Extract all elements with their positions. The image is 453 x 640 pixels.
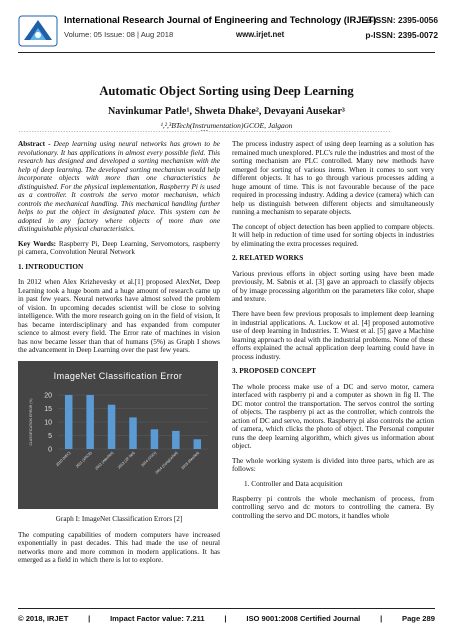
list-item-controller: 1. Controller and Data acquisition [244, 480, 343, 489]
graph-caption: Graph I: ImageNet Classification Errors [2] [55, 515, 183, 524]
left-column [18, 140, 220, 571]
chart-x-tick-label: 2013 (ZF Net) [117, 450, 136, 470]
intro-paragraph-2: The computing capabilities of modern computers have increased exponentially in past decades. This had made the use of neural networks more and more common in modern applications. It has emerged as a field in which there is lot to explore. [18, 530, 220, 565]
chart-y-tick-label: 0 [48, 446, 52, 454]
footer-impact-factor: Impact Factor value: 7.211 [110, 614, 205, 623]
right-paragraph-3: Various previous efforts in object sorting using have been made previously, M. Sabnis et al. [3] gave an approach to classify objects of by image processing algorithm on the parameters like color, shape and texture. [232, 269, 434, 304]
related-works-heading: 2. RELATED WORKS [232, 254, 304, 263]
keywords-label: Key Words: [18, 239, 57, 248]
abstract-text: Deep learning using neural networks has grown to be revolutionary. It has applications in almost every possible field. This research has designed and developed a sorting mechanism with the help of deep learning. The developed sorting mechanism would help incorporate objects with more than one characteristics be distinguished. For the physical implementation, Raspberry Pi is used as a controller. It controls the servo motor mechanism, which controls the mechanical handling. This mechanical handling further helps to put the object in designated place. This system can be adopted in any factory where objects of more than one distinguishable physical characteristics. [18, 140, 220, 233]
chart-y-tick-label: 5 [48, 433, 52, 441]
chart-svg [18, 361, 218, 509]
right-paragraph-5: The whole process make use of a DC and servo motor, camera interfaced with raspberry pi and a computer as shown in fig II. The DC motor control the transportation. The servos control the sorting of objects. The raspberry pi act as the controller, which controls the action of DC and servo, motors. Raspberry pi also controls the action of camera, which clicks the photo of object. The Personal computer runs the deep learning algorithm, which gives us information about object. [232, 382, 434, 451]
chart-y-tick-label: 20 [44, 392, 52, 400]
paper-title: Automatic Object Sorting using Deep Learning [99, 84, 354, 98]
paper-affiliation: ¹,²,³BTech(Instrumentation)GCOE, Jalgaon [160, 121, 293, 130]
chart-x-tick-label: 2012 (AlexNet) [94, 450, 115, 471]
footer-iso: ISO 9001:2008 Certified Journal [246, 614, 361, 623]
chart-y-tick-label: 10 [44, 419, 52, 427]
chart-x-tick-label: 2014 (GoogLeNet) [154, 450, 179, 475]
irjet-logo [18, 14, 58, 48]
abstract [18, 140, 220, 234]
volume-issue: Volume: 05 Issue: 08 | Aug 2018 [64, 30, 174, 39]
p-issn: p-ISSN: 2395-0072 [365, 30, 438, 40]
footer-copyright: © 2018, IRJET [18, 614, 69, 623]
footer-page-number: Page 289 [402, 614, 435, 623]
right-paragraph-4: There have been few previous proposals to implement deep learning in industrial applications. A. Luckow et al. [4] proposed automotive use of deep learning in Industries. T. Wuest et al. [5] gave a Machine learning approach to deal with the industrial problems. None of these efforts explained the actual application deep learning could have in process industry. [232, 310, 434, 361]
chart-bar [108, 405, 116, 449]
chart-bar [129, 417, 137, 449]
right-paragraph-2: The concept of object detection has been applied to compare objects. It will help in reduction of time used for sorting objects in industries by eliminating the extra processes required. [232, 222, 434, 248]
right-paragraph-7: Raspberry pi controls the whole mechanism of process, from controlling servo and dc motors to controlling the camera. By controlling the servo and DC motors, it handles whole [232, 494, 434, 520]
chart-bar [86, 395, 94, 449]
keywords-text: Raspberry Pi, Deep Learning, Servomotors, raspberry pi camera, Convolution Neural Network [18, 239, 220, 257]
chart-y-axis-label: CLASSIFICATION ERROR (%) [29, 398, 33, 446]
journal-header [18, 14, 438, 50]
chart-y-tick-label: 15 [44, 406, 52, 414]
chart-bar [194, 439, 202, 449]
right-paragraph-1: The process industry aspect of using deep learning as a solution has remained much unexplored. PLC's rule the industries and most of the sorting mechanism are PLC controlled. Many new methods have emerged for sorting of various items. When it comes to sort very different objects. It has to go through various processes adding a huge amount of time. This is not favourable because of the pace required in processing industry. Adding a device (camera) which can help us distinguish between different objects and simultaneously running a mechanism to separate objects. [232, 140, 434, 216]
keywords [18, 240, 220, 257]
page-footer [18, 614, 435, 623]
chart-bar [172, 431, 180, 449]
footer-divider: | [380, 614, 383, 623]
paper-authors: Navinkumar Patle¹, Shweta Dhake², Devayani Ausekar³ [108, 106, 345, 117]
journal-title: International Research Journal of Engineering and Technology (IRJET) [64, 15, 377, 25]
right-column [232, 140, 434, 527]
e-issn: e-ISSN: 2395-0056 [365, 15, 438, 25]
abstract-label: Abstract - [18, 140, 51, 148]
footer-divider: | [88, 614, 91, 623]
chart-bar [151, 429, 159, 449]
right-paragraph-6: The whole working system is divided into three parts, which are as follows: [232, 456, 434, 474]
classification-error-chart [18, 361, 218, 509]
chart-x-tick-label: 2014 (VGG) [140, 450, 158, 468]
section-separator: ---------------------------------------------------------------------***--------------------------------------------------------------------- [18, 130, 391, 135]
header-rule [18, 52, 435, 53]
chart-x-tick-label: 2015 (ResNet) [180, 450, 200, 471]
intro-paragraph-1: In 2012 when Alex Krizhevesky et al.[1] proposed AlexNet, Deep Learning took a huge boom and a huge amount of research came up in past few years. Neural networks have almost solved the problem of vision. In upcoming decades scientist will be close to solving intelligence. With the more research going on in the field of vision, It has became interdisciplinary and has expanded from computer science to almost every field. The Error rate of machines in vision has now became lesser than that of humans (5%) as Graph I shows the advancement in Deep Learning over the past few years. [18, 278, 220, 355]
footer-divider: | [224, 614, 227, 623]
chart-x-tick-label: 2011 (XRCE) [75, 450, 93, 469]
footer-rule [18, 608, 435, 609]
chart-title: ImageNet Classification Error [53, 371, 183, 382]
proposed-concept-heading: 3. PROPOSED CONCEPT [232, 367, 316, 376]
journal-website[interactable]: www.irjet.net [236, 30, 285, 39]
chart-x-tick-label: 2010 (NEC) [55, 450, 72, 468]
intro-heading: 1. INTRODUCTION [18, 262, 84, 271]
chart-bar [65, 395, 73, 449]
